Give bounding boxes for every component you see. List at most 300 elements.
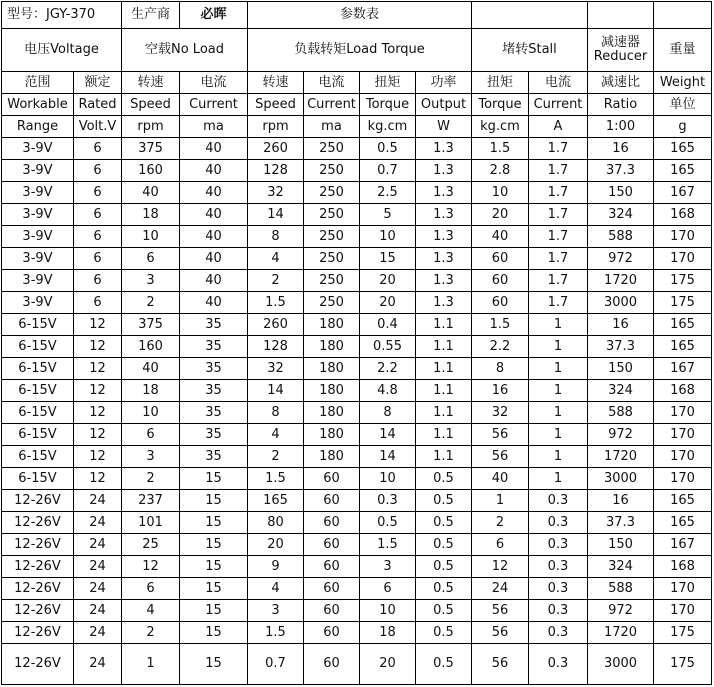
table-cell: 20 (360, 644, 416, 685)
table-row (2, 402, 712, 424)
table-cell: 12 (74, 380, 122, 402)
table-cell: 6 (122, 578, 180, 600)
table-cell: 3 (248, 600, 304, 622)
table-cell: 237 (122, 490, 180, 512)
table-cell: 2 (122, 622, 180, 644)
table-cell: 250 (304, 226, 360, 248)
table-cell: 20 (360, 270, 416, 292)
table-cell: 0.5 (416, 578, 472, 600)
table-cell: 0.3 (529, 622, 588, 644)
table-cell: 175 (654, 270, 712, 292)
table-cell: 1.7 (529, 204, 588, 226)
table-cell: 12-26V (2, 512, 74, 534)
table-cell: 167 (654, 182, 712, 204)
table-cell: 6 (74, 204, 122, 226)
column-header-cell: A (529, 116, 588, 138)
table-cell: 1.1 (416, 336, 472, 358)
table-cell: 0.3 (529, 600, 588, 622)
table-cell: 12-26V (2, 644, 74, 685)
table-cell: 180 (304, 336, 360, 358)
table-cell: 15 (360, 248, 416, 270)
table-cell: 250 (304, 138, 360, 160)
table-row (2, 578, 712, 600)
table-cell: 1 (529, 380, 588, 402)
table-cell: 260 (248, 138, 304, 160)
table-cell: 260 (248, 314, 304, 336)
column-header-cell: Speed (122, 94, 180, 116)
table-cell: 250 (304, 270, 360, 292)
column-header-cell: 扭矩 (360, 72, 416, 94)
table-cell: 250 (304, 160, 360, 182)
title-blank (588, 2, 654, 29)
table-cell: 6 (74, 292, 122, 314)
table-cell: 6 (74, 248, 122, 270)
table-cell: 12 (74, 424, 122, 446)
table-cell: 165 (654, 138, 712, 160)
table-cell: 2.2 (472, 336, 529, 358)
table-cell: 12 (472, 556, 529, 578)
table-cell: 165 (248, 490, 304, 512)
table-cell: 0.5 (416, 556, 472, 578)
title-blank (472, 2, 588, 29)
table-cell: 60 (304, 578, 360, 600)
table-cell: 56 (472, 424, 529, 446)
table-cell: 1.5 (360, 534, 416, 556)
table-cell: 1.7 (529, 160, 588, 182)
table-cell: 160 (122, 160, 180, 182)
table-cell: 12 (74, 336, 122, 358)
table-cell: 2.8 (472, 160, 529, 182)
table-cell: 250 (304, 248, 360, 270)
table-cell: 6-15V (2, 424, 74, 446)
column-header-cell: ma (180, 116, 248, 138)
table-cell: 35 (180, 380, 248, 402)
table-cell: 6-15V (2, 402, 74, 424)
table-cell: 6-15V (2, 358, 74, 380)
table-cell: 0.5 (416, 512, 472, 534)
manufacturer-label: 生产商 (122, 2, 180, 29)
table-cell: 0.5 (360, 138, 416, 160)
table-row (2, 358, 712, 380)
column-header-cell: 额定 (74, 72, 122, 94)
table-cell: 20 (472, 204, 529, 226)
table-cell: 324 (588, 556, 654, 578)
table-cell: 40 (122, 358, 180, 380)
table-cell: 1 (122, 644, 180, 685)
table-cell: 1 (529, 358, 588, 380)
manufacturer-name: 必晖 (180, 2, 248, 29)
table-cell: 4 (248, 248, 304, 270)
table-cell: 15 (180, 534, 248, 556)
table-cell: 170 (654, 226, 712, 248)
column-header-cell: 1:00 (588, 116, 654, 138)
table-cell: 3-9V (2, 204, 74, 226)
table-cell: 1.3 (416, 292, 472, 314)
column-header-cell: kg.cm (472, 116, 529, 138)
group-reducer: 减速器 Reducer (588, 29, 654, 72)
table-cell: 6-15V (2, 380, 74, 402)
table-cell: 60 (472, 248, 529, 270)
table-cell: 40 (472, 468, 529, 490)
table-row (2, 182, 712, 204)
table-cell: 10 (472, 182, 529, 204)
table-cell: 250 (304, 292, 360, 314)
column-header-cell: 转速 (122, 72, 180, 94)
table-cell: 2 (122, 292, 180, 314)
table-cell: 12-26V (2, 600, 74, 622)
table-cell: 12-26V (2, 556, 74, 578)
column-header-cell: Speed (248, 94, 304, 116)
table-cell: 3-9V (2, 138, 74, 160)
table-cell: 3-9V (2, 270, 74, 292)
table-row (2, 314, 712, 336)
table-cell: 24 (74, 512, 122, 534)
column-header-cell: Current (529, 94, 588, 116)
table-cell: 35 (180, 424, 248, 446)
table-cell: 4 (248, 424, 304, 446)
table-cell: 0.55 (360, 336, 416, 358)
column-header-cell: 电流 (304, 72, 360, 94)
column-header-cell: Volt.V (74, 116, 122, 138)
column-header-cell: rpm (122, 116, 180, 138)
group-weight: 重量 (654, 29, 712, 72)
column-header-cell: Torque (472, 94, 529, 116)
table-cell: 56 (472, 622, 529, 644)
table-cell: 2 (122, 468, 180, 490)
table-cell: 180 (304, 424, 360, 446)
table-cell: 3000 (588, 292, 654, 314)
table-cell: 6 (74, 270, 122, 292)
table-cell: 14 (248, 380, 304, 402)
table-cell: 250 (304, 204, 360, 226)
table-cell: 60 (304, 600, 360, 622)
table-cell: 16 (472, 380, 529, 402)
table-cell: 0.5 (416, 600, 472, 622)
table-cell: 24 (74, 644, 122, 685)
table-cell: 2 (248, 270, 304, 292)
table-cell: 6 (360, 578, 416, 600)
table-cell: 6-15V (2, 468, 74, 490)
table-cell: 8 (472, 358, 529, 380)
table-cell: 60 (472, 270, 529, 292)
table-cell: 1.3 (416, 226, 472, 248)
column-header-cell: Weight (654, 72, 712, 94)
table-row (2, 292, 712, 314)
table-cell: 101 (122, 512, 180, 534)
table-cell: 1 (529, 468, 588, 490)
column-header-cell: 电流 (180, 72, 248, 94)
table-cell: 170 (654, 424, 712, 446)
table-cell: 18 (360, 622, 416, 644)
table-cell: 10 (360, 600, 416, 622)
table-cell: 6-15V (2, 314, 74, 336)
table-cell: 12 (74, 358, 122, 380)
table-cell: 15 (180, 600, 248, 622)
column-header-cell: 扭矩 (472, 72, 529, 94)
table-cell: 168 (654, 380, 712, 402)
table-cell: 1.5 (248, 292, 304, 314)
table-cell: 1.7 (529, 292, 588, 314)
table-cell: 6 (74, 226, 122, 248)
column-header-cell: 单位 (654, 94, 712, 116)
table-cell: 1720 (588, 270, 654, 292)
group-load-torque: 负载转矩Load Torque (248, 29, 472, 72)
table-cell: 35 (180, 402, 248, 424)
table-cell: 128 (248, 160, 304, 182)
table-cell: 972 (588, 600, 654, 622)
table-cell: 12 (74, 446, 122, 468)
group-stall: 堵转Stall (472, 29, 588, 72)
table-cell: 6 (74, 182, 122, 204)
table-cell: 14 (248, 204, 304, 226)
column-header-cell: Current (304, 94, 360, 116)
table-row (2, 600, 712, 622)
table-row (2, 424, 712, 446)
table-cell: 1.1 (416, 358, 472, 380)
table-cell: 35 (180, 446, 248, 468)
table-cell: 8 (360, 402, 416, 424)
table-row (2, 622, 712, 644)
sheet-title: 参数表 (248, 2, 472, 29)
table-cell: 6 (74, 138, 122, 160)
table-cell: 0.5 (416, 490, 472, 512)
table-cell: 180 (304, 358, 360, 380)
table-cell: 160 (122, 336, 180, 358)
table-cell: 175 (654, 622, 712, 644)
table-cell: 12-26V (2, 490, 74, 512)
table-cell: 10 (360, 226, 416, 248)
table-cell: 175 (654, 292, 712, 314)
column-header-cell: kg.cm (360, 116, 416, 138)
table-cell: 972 (588, 248, 654, 270)
table-cell: 2 (472, 512, 529, 534)
table-cell: 56 (472, 446, 529, 468)
table-cell: 56 (472, 644, 529, 685)
table-cell: 180 (304, 314, 360, 336)
column-header-cell: g (654, 116, 712, 138)
table-cell: 6 (472, 534, 529, 556)
table-cell: 1 (529, 424, 588, 446)
table-cell: 10 (122, 226, 180, 248)
spec-table (1, 1, 712, 685)
table-cell: 1.1 (416, 424, 472, 446)
table-cell: 170 (654, 402, 712, 424)
table-cell: 12 (74, 314, 122, 336)
table-cell: 6-15V (2, 336, 74, 358)
table-cell: 0.7 (248, 644, 304, 685)
table-cell: 588 (588, 578, 654, 600)
table-cell: 24 (472, 578, 529, 600)
title-blank (654, 2, 712, 29)
table-cell: 6 (122, 248, 180, 270)
table-cell: 3000 (588, 468, 654, 490)
table-cell: 1.7 (529, 270, 588, 292)
table-cell: 1.3 (416, 160, 472, 182)
table-cell: 1 (529, 336, 588, 358)
table-cell: 0.5 (416, 468, 472, 490)
table-cell: 972 (588, 424, 654, 446)
table-cell: 0.3 (360, 490, 416, 512)
table-row (2, 248, 712, 270)
title-row (2, 2, 712, 29)
table-cell: 0.3 (529, 644, 588, 685)
table-cell: 32 (248, 182, 304, 204)
table-cell: 3-9V (2, 182, 74, 204)
table-cell: 170 (654, 578, 712, 600)
table-cell: 170 (654, 600, 712, 622)
table-cell: 165 (654, 314, 712, 336)
table-cell: 3000 (588, 644, 654, 685)
table-cell: 3 (360, 556, 416, 578)
table-row (2, 446, 712, 468)
table-cell: 24 (74, 622, 122, 644)
table-cell: 12-26V (2, 534, 74, 556)
table-row (2, 226, 712, 248)
table-cell: 1.7 (529, 226, 588, 248)
model-label: 型号：JGY-370 (2, 2, 122, 29)
table-cell: 150 (588, 182, 654, 204)
table-cell: 12 (74, 468, 122, 490)
column-header-cell: Range (2, 116, 74, 138)
table-cell: 15 (180, 644, 248, 685)
table-cell: 0.3 (529, 534, 588, 556)
table-cell: 15 (180, 556, 248, 578)
table-cell: 1.1 (416, 314, 472, 336)
table-cell: 3 (122, 270, 180, 292)
table-cell: 5 (360, 204, 416, 226)
table-cell: 15 (180, 468, 248, 490)
table-cell: 180 (304, 402, 360, 424)
table-cell: 80 (248, 512, 304, 534)
table-cell: 40 (180, 292, 248, 314)
table-cell: 175 (654, 644, 712, 685)
table-cell: 324 (588, 204, 654, 226)
table-cell: 32 (472, 402, 529, 424)
table-cell: 4 (248, 578, 304, 600)
table-cell: 6-15V (2, 446, 74, 468)
table-cell: 16 (588, 314, 654, 336)
table-cell: 40 (180, 248, 248, 270)
table-cell: 1 (529, 314, 588, 336)
table-cell: 35 (180, 314, 248, 336)
table-cell: 0.7 (360, 160, 416, 182)
table-cell: 40 (180, 160, 248, 182)
column-header-cell: Rated (74, 94, 122, 116)
table-row (2, 336, 712, 358)
table-cell: 1.5 (472, 314, 529, 336)
table-cell: 0.3 (529, 490, 588, 512)
table-cell: 3-9V (2, 292, 74, 314)
table-row (2, 644, 712, 685)
table-cell: 1.7 (529, 248, 588, 270)
table-cell: 170 (654, 468, 712, 490)
table-cell: 1.3 (416, 182, 472, 204)
table-cell: 40 (180, 204, 248, 226)
table-cell: 40 (472, 226, 529, 248)
table-cell: 1 (472, 490, 529, 512)
table-row (2, 556, 712, 578)
table-cell: 375 (122, 138, 180, 160)
table-cell: 12-26V (2, 622, 74, 644)
table-cell: 20 (248, 534, 304, 556)
column-header-cell: Current (180, 94, 248, 116)
table-cell: 4.8 (360, 380, 416, 402)
table-cell: 180 (304, 380, 360, 402)
table-cell: 4 (122, 600, 180, 622)
table-cell: 165 (654, 336, 712, 358)
table-cell: 3 (122, 446, 180, 468)
table-cell: 14 (360, 424, 416, 446)
group-voltage: 电压Voltage (2, 29, 122, 72)
table-cell: 165 (654, 490, 712, 512)
table-cell: 1.3 (416, 270, 472, 292)
table-cell: 8 (248, 402, 304, 424)
table-cell: 40 (180, 138, 248, 160)
column-header-cell: 电流 (529, 72, 588, 94)
table-cell: 0.5 (416, 644, 472, 685)
table-cell: 60 (304, 512, 360, 534)
table-cell: 1720 (588, 622, 654, 644)
table-cell: 588 (588, 226, 654, 248)
table-cell: 24 (74, 600, 122, 622)
column-header-row-unit (2, 116, 712, 138)
table-cell: 168 (654, 204, 712, 226)
table-cell: 40 (180, 182, 248, 204)
table-cell: 15 (180, 490, 248, 512)
table-cell: 35 (180, 336, 248, 358)
table-row (2, 138, 712, 160)
column-header-cell: rpm (248, 116, 304, 138)
table-cell: 18 (122, 204, 180, 226)
table-row (2, 270, 712, 292)
table-row (2, 204, 712, 226)
table-cell: 37.3 (588, 160, 654, 182)
table-cell: 1.5 (472, 138, 529, 160)
table-cell: 10 (360, 468, 416, 490)
table-cell: 167 (654, 534, 712, 556)
table-row (2, 512, 712, 534)
table-cell: 250 (304, 182, 360, 204)
column-header-cell: Ratio (588, 94, 654, 116)
table-cell: 1.1 (416, 446, 472, 468)
column-header-cell: Output (416, 94, 472, 116)
table-row (2, 534, 712, 556)
table-cell: 1.3 (416, 248, 472, 270)
column-header-cell: 功率 (416, 72, 472, 94)
table-cell: 128 (248, 336, 304, 358)
table-cell: 60 (304, 490, 360, 512)
table-cell: 16 (588, 490, 654, 512)
table-cell: 1.3 (416, 138, 472, 160)
table-cell: 14 (360, 446, 416, 468)
table-cell: 18 (122, 380, 180, 402)
table-cell: 3-9V (2, 248, 74, 270)
table-cell: 165 (654, 512, 712, 534)
table-cell: 1.5 (248, 468, 304, 490)
table-cell: 2.5 (360, 182, 416, 204)
table-cell: 6 (74, 160, 122, 182)
table-cell: 3-9V (2, 226, 74, 248)
table-cell: 60 (304, 644, 360, 685)
table-cell: 375 (122, 314, 180, 336)
column-header-cell: Torque (360, 94, 416, 116)
column-header-cell: 范围 (2, 72, 74, 94)
column-header-cell: W (416, 116, 472, 138)
column-header-row-en (2, 94, 712, 116)
table-cell: 2 (248, 446, 304, 468)
table-cell: 15 (180, 578, 248, 600)
table-cell: 1.5 (248, 622, 304, 644)
